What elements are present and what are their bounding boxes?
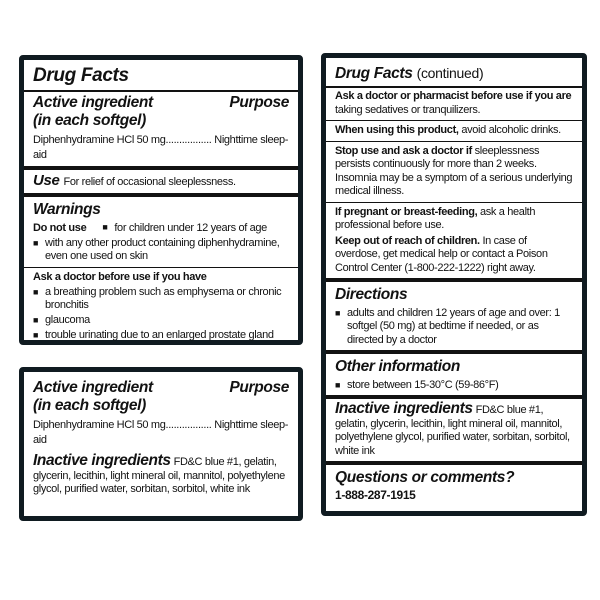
ask-doctor-item: ■ trouble urinating due to an enlarged prostate gland <box>33 329 274 341</box>
bullet-square-icon: ■ <box>33 286 39 297</box>
warnings-heading: Warnings <box>33 201 101 218</box>
inactive-ingredients-heading: Inactive ingredients <box>335 400 473 417</box>
directions-item: ■ adults and children 12 years of age and over: 1 softgel (50 mg) at bedtime if needed, or as directed by a doctor <box>335 306 560 346</box>
section-divider <box>326 120 582 121</box>
section-divider <box>326 86 582 88</box>
drug-facts-panel <box>19 55 303 345</box>
bullet-square-icon: ■ <box>33 315 39 325</box>
ingredient-name: Diphenhydramine HCl 50 mg <box>33 134 166 146</box>
questions-heading: Questions or comments? <box>335 469 515 486</box>
leader-dots: ................. <box>165 134 212 146</box>
section-divider <box>326 278 582 282</box>
directions-heading: Directions <box>335 286 408 303</box>
ask-doctor-heading: Ask a doctor before use if you have <box>33 270 207 283</box>
section-divider <box>24 90 298 92</box>
ask-pharmacist-section: Ask a doctor or pharmacist before use if you are taking sedatives or tranquilizers. <box>335 90 572 116</box>
when-using-section: When using this product, avoid alcoholic drinks. <box>335 124 561 136</box>
other-information-item: ■ store between 15-30°C (59-86°F) <box>335 378 499 391</box>
inactive-ingredients-section <box>33 454 289 497</box>
do-not-use-item: ■ with any other product containing diphenhydramine, even one used on skin <box>33 236 280 262</box>
section-divider <box>326 202 582 203</box>
active-ingredient-heading: Active ingredient (in each softgel) <box>33 94 153 129</box>
use-text: For relief of occasional sleeplessness. <box>63 176 236 188</box>
leader-dots: ................. <box>165 419 212 431</box>
active-ingredient-header <box>33 379 289 415</box>
ingredient-purpose: Nighttime sleep-aid <box>33 419 289 446</box>
section-divider <box>24 193 298 197</box>
ask-doctor-item: ■ a breathing problem such as emphysema or chronic bronchitis <box>33 285 282 311</box>
inactive-ingredients-heading: Inactive ingredients <box>33 452 171 469</box>
warnings-inner-divider <box>24 267 298 268</box>
use-label: Use <box>33 172 60 189</box>
section-divider <box>326 461 582 465</box>
bullet-square-icon: ■ <box>335 379 341 390</box>
section-divider <box>326 141 582 142</box>
drug-facts-continued-title: Drug Facts (continued) <box>335 65 484 82</box>
section-divider <box>326 395 582 399</box>
purpose-heading: Purpose <box>229 379 289 396</box>
other-information-section <box>335 357 573 392</box>
questions-section <box>335 468 573 503</box>
section-divider <box>24 166 298 170</box>
inactive-ingredients-text: FD&C blue #1, gelatin, glycerin, lecithin, light mineral oil, mannitol, polyethylene glycol, purified water, sorbitan, sorbitol, white ink <box>335 404 570 457</box>
other-information-heading: Other information <box>335 358 460 375</box>
bullet-square-icon: ■ <box>33 330 39 340</box>
bullet-square-icon: ■ <box>102 222 108 232</box>
active-ingredient-heading: Active ingredient (in each softgel) <box>33 379 153 414</box>
ingredient-name: Diphenhydramine HCl 50 mg <box>33 419 166 431</box>
drug-facts-continued-panel <box>321 53 587 516</box>
do-not-use-label: Do not use <box>33 222 87 234</box>
inactive-ingredients-text: FD&C blue #1, gelatin, glycerin, lecithin, light mineral oil, mannitol, polyethylene glycol, purified water, sorbitan, sorbitol, white ink <box>33 456 285 495</box>
warnings-section <box>33 200 289 343</box>
ask-doctor-item: ■ glaucoma <box>33 314 90 326</box>
inactive-ingredients-section <box>335 402 573 458</box>
drug-facts-title: Drug Facts <box>33 65 129 86</box>
section-divider <box>326 350 582 354</box>
do-not-use-row <box>33 221 289 235</box>
ingredients-panel <box>19 367 303 521</box>
directions-section <box>335 285 573 347</box>
continued-suffix: (continued) <box>416 65 484 81</box>
pregnant-section: If pregnant or breast-feeding, ask a health professional before use. <box>335 205 536 231</box>
purpose-heading: Purpose <box>229 94 289 111</box>
keep-out-of-reach-section: Keep out of reach of children. In case of overdose, get medical help or contact a Poison Control Center (1-800-222-1222) right away. <box>335 234 548 274</box>
ingredient-purpose: Nighttime sleep-aid <box>33 134 289 161</box>
active-ingredient-header <box>33 94 289 130</box>
do-not-use-item: for children under 12 years of age <box>114 222 267 234</box>
active-ingredient-row <box>33 133 289 163</box>
stop-use-section: Stop use and ask a doctor if sleeplessness persists continuously for more than 2 weeks. Insomnia may be a symptom of a serious underlying medical illness. <box>335 144 573 197</box>
active-ingredient-row <box>33 418 289 448</box>
use-section <box>33 173 289 190</box>
questions-phone-number: 1-888-287-1915 <box>335 488 416 502</box>
bullet-square-icon: ■ <box>33 237 39 248</box>
bullet-square-icon: ■ <box>335 307 341 318</box>
